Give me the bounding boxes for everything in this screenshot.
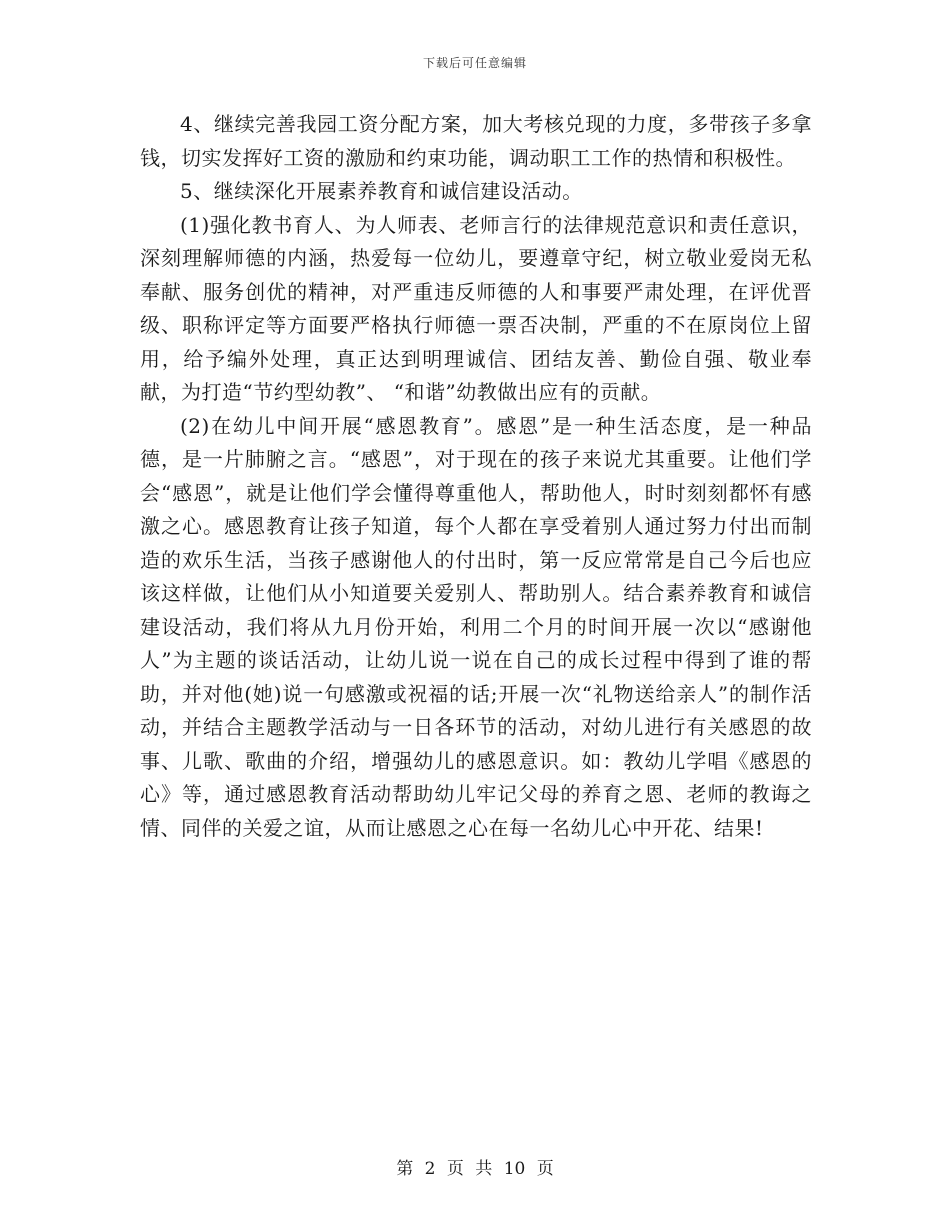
paragraph-subitem-1: (1)强化教书育人、为人师表、老师言行的法律规范意识和责任意识，深刻理解师德的内涵，热爱每一位幼儿，要遵章守纪，树立敬业爱岗无私奉献、服务创优的精神，对严重违反师德的人和事要严肃处理，在评优晋级、职称评定等方面要严格执行师德一票否决制，严重的不在原岗位上留用，给予编外处理，真正达到明理诚信、团结友善、勤俭自强、敬业奉献，为打造“节约型幼教”、 “和谐”幼教做出应有的贡献。 bbox=[140, 212, 812, 404]
document-body bbox=[140, 108, 812, 845]
page-header: 下载后可任意编辑 bbox=[422, 56, 527, 70]
paragraph-subitem-2: (2)在幼儿中间开展“感恩教育”。感恩”是一种生活态度，是一种品德，是一片肺腑之言。“感恩”，对于现在的孩子来说尤其重要。让他们学会“感恩”，就是让他们学会懂得尊重他人，帮助他人，时时刻刻都怀有感激之心。感恩教育让孩子知道，每个人都在享受着别人通过努力付出而制造的欢乐生活，当孩子感谢他人的付出时，第一反应常常是自己今后也应该这样做，让他们从小知道要关爱别人、帮助别人。结合素养教育和诚信建设活动，我们将从九月份开始，利用二个月的时间开展一次以“感谢他人”为主题的谈话活动，让幼儿说一说在自己的成长过程中得到了谁的帮助，并对他(她)说一句感激或祝福的话;开展一次“礼物送给亲人”的制作活动，并结合主题教学活动与一日各环节的活动，对幼儿进行有关感恩的故事、儿歌、歌曲的介绍，增强幼儿的感恩意识。如：教幼儿学唱《感恩的心》等，通过感恩教育活动帮助幼儿牢记父母的养育之恩、老师的教诲之情、同伴的关爱之谊，从而让感恩之心在每一名幼儿心中开花、结果! bbox=[140, 413, 812, 840]
paragraph-item-5: 5、继续深化开展素养教育和诚信建设活动。 bbox=[180, 179, 583, 203]
page-number-footer: 第 2 页 共 10 页 bbox=[396, 1159, 554, 1179]
paragraph-item-4: 4、继续完善我园工资分配方案，加大考核兑现的力度，多带孩子多拿钱，切实发挥好工资的激励和约束功能，调动职工工作的热情和积极性。 bbox=[140, 112, 812, 170]
